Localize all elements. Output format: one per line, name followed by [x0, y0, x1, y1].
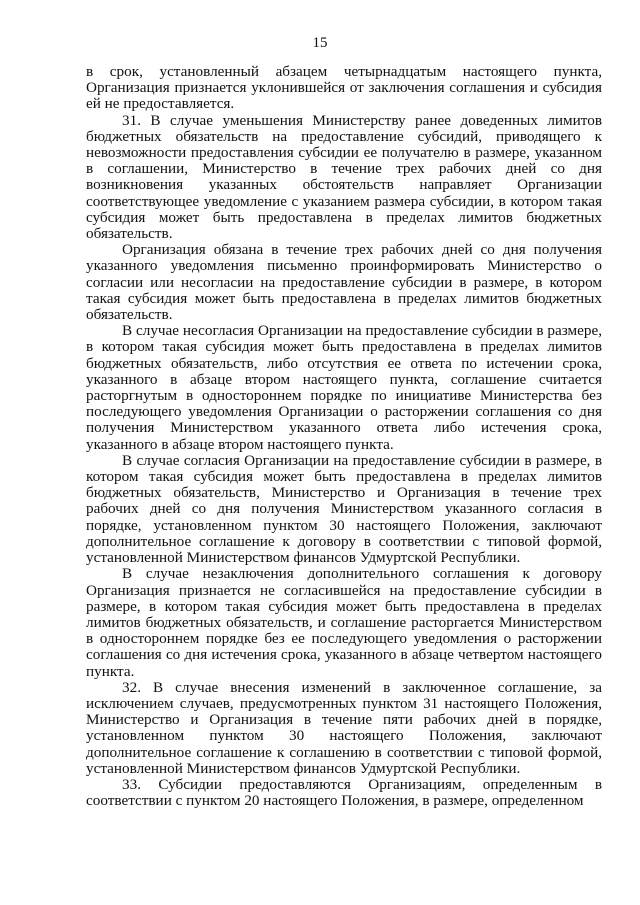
page-number: 15: [312, 35, 328, 51]
paragraph-agreement: В случае согласия Организации на предоставление субсидии в размере, в котором такая субсидия может быть предоставлена в пределах лимитов бюджетных обязательств, Министерство и Организация в течение трех рабочих дней со дня получения Министерством указанного согласия в порядке, установленном пунктом 30 настоящего Положения, заключают дополнительное соглашение к договору в соответствии с типовой формой, установленной Министерством финансов Удмуртской Республики.: [86, 451, 602, 567]
paragraph-clause-31: 31. В случае уменьшения Министерству ранее доведенных лимитов бюджетных обязательств на предоставление субсидий, приводящего к невозможности предоставления субсидии ее получателю в размере, указанном в соглашении, Министерство в течение трех рабочих дней со дня возникновения указанных обстоятельств направляет Организации соответствующее уведомление с указанием размера субсидии, в котором такая субсидия может быть предоставлена в пределах лимитов бюджетных обязательств.: [86, 111, 602, 243]
paragraph-disagreement: В случае несогласия Организации на предоставление субсидии в размере, в котором такая субсидия может быть предоставлена в пределах лимитов бюджетных обязательств, либо отсутствия ее ответа по истечении срока, указанного в абзаце втором настоящего пункта, соглашение считается расторгнутым в одностороннем порядке по инициативе Министерства без последующего уведомления Организации о расторжении соглашения со дня получения Министерством указанного ответа либо истечения срока, указанного в абзаце втором настоящего пункта.: [86, 322, 602, 453]
paragraph-clause-32: 32. В случае внесения изменений в заключенное соглашение, за исключением случаев, предусмотренных пунктом 31 настоящего Положения, Министерство и Организация в течение пяти рабочих дней в порядке, установленном пунктом 30 настоящего Положения, заключают дополнительное соглашение к соглашению в соответствии с типовой формой, установленной Министерством финансов Удмуртской Республики.: [86, 678, 602, 777]
paragraph-notification-duty: Организация обязана в течение трех рабочих дней со дня получения указанного уведомления письменно проинформировать Министерство о согласии или несогласии на предоставление субсидии в размере, в котором такая субсидия может быть предоставлена в пределах лимитов бюджетных обязательств.: [86, 241, 602, 324]
paragraph-non-conclusion: В случае незаключения дополнительного соглашения к договору Организация признается не согласившейся на предоставление субсидии в размере, в котором такая субсидия может быть предоставлена в пределах лимитов бюджетных обязательств, и соглашение расторгается Министерством в одностороннем порядке без ее последующего уведомления о расторжении соглашения со дня истечения срока, указанного в абзаце четвертом настоящего пункта.: [86, 565, 602, 680]
paragraph-clause-33: 33. Субсидии предоставляются Организациям, определенным в соответствии с пунктом 20 настоящего Положения, в размере, определенном: [86, 775, 602, 810]
paragraph-continuation: в срок, установленный абзацем четырнадцатым настоящего пункта, Организация признается уклонившейся от заключения соглашения и субсидия ей не предоставляется.: [86, 63, 602, 113]
document-body: [86, 64, 602, 809]
